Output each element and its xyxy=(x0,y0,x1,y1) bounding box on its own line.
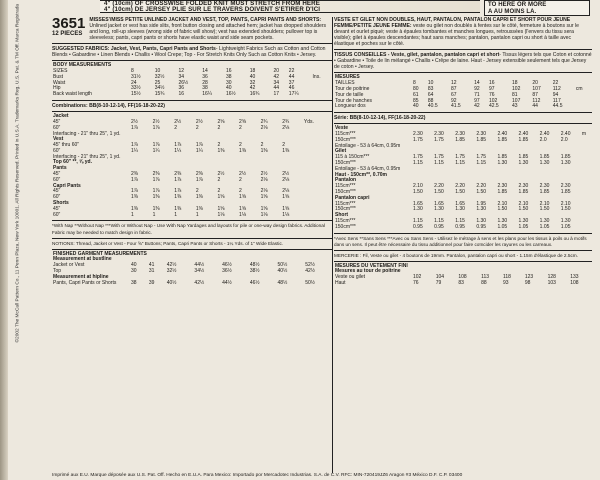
pattern-description: Unlined jacket or vest has side slits, front button closing and attached hem; jacket has dropped shoulders and long, roll-up sleeves (wrong side of fabric will show); vest has extended shoulders; pullover top is sleeveless; pants, capri pants or shorts have elastic waist and side seam pockets. xyxy=(89,23,327,42)
gilet-label: Gilet xyxy=(335,148,347,155)
veste-entoilage: Entoilage - 53 à 64cm, 0.95m xyxy=(335,142,401,149)
french-finished-table xyxy=(334,264,592,287)
pantalon-capri-label: Pantalon capri xyxy=(335,194,370,201)
capri-115-row: 115cm*** 1.65 1.65 1.65 1.95 2.10 2.10 2.10 2.10 xyxy=(335,200,571,207)
poitrine-row: Tour de poitrine 80 83 87 92 97 102 107 112 cm xyxy=(335,85,583,92)
veste-label: Veste xyxy=(335,125,349,132)
knit-stretch-bar xyxy=(100,0,480,13)
capri-label: Capri Pants xyxy=(53,182,81,189)
tissus-conseilles: TISSUS CONSEILLES - Veste, gilet, pantalon, pantalon capri et short- Tissus légers tels que Coton et cotonné • Gabardine • Toile de lin mélangé • Challis • Crêpe de laine. Haut - Jersey extensible seulement tels que Jersey de coton • Jersey. xyxy=(334,52,592,71)
section-rule xyxy=(334,250,592,251)
hip-row: Hip 33½ 34½ 36 38 40 42 44 46 xyxy=(53,85,295,92)
pantalon-150-row: 150cm*** 1.50 1.50 1.50 1.50 1.85 1.85 1.85 1.85 xyxy=(335,188,571,195)
scan-shadow xyxy=(0,0,8,480)
french-measurements-table xyxy=(334,75,592,110)
finished-measurements-table xyxy=(52,252,332,287)
french-header xyxy=(334,17,592,47)
finished-bust-heading: Measurement at bustline xyxy=(53,256,112,263)
veste-115-row: 115cm*** 2.30 2.30 2.30 2.30 2.40 2.40 2.40 2.40 m xyxy=(335,131,587,137)
body-measurements-heading: BODY MEASUREMENTS xyxy=(53,62,112,69)
veste-150-row: 150cm*** 1.75 1.75 1.85 1.85 1.85 1.85 2.0 2.0 xyxy=(335,136,568,143)
capri-45-row: 45" 1⅞ 1⅞ 1⅞ 2 2 2 2⅛ 2⅛ xyxy=(53,188,290,195)
section-rule xyxy=(52,60,332,61)
section-rule xyxy=(52,249,332,250)
section-rule xyxy=(52,43,332,44)
knit-stretch-box xyxy=(484,0,590,16)
tailles-row: TAILLES 8 10 12 14 16 18 20 22 xyxy=(335,80,559,87)
series: Série: BB(8-10-12-14), FF(16-18-20-22) xyxy=(334,115,426,122)
knit-box-line-en: TO HERE OR MORE xyxy=(488,2,547,8)
section-rule xyxy=(52,100,332,101)
vest-60-row: 60" 1¼ 1¼ 1¼ 1¼ 1⅜ 1⅜ 1⅜ 1⅜ xyxy=(53,147,290,154)
french-title: VESTE ET GILET NON DOUBLES, HAUT, PANTALON, PANTALON CAPRI ET SHORT POUR JEUNE FEMME/PETITE JEUNE FEMME: xyxy=(334,17,571,30)
knit-guide-line-en: 4" (10cm) OF CROSSWISE FOLDED KNIT MUST STRETCH FROM HERE xyxy=(104,0,320,7)
copyright-vertical-text: ©2002 The McCall Pattern Co., 11 Penn Plaza, New York 10001. All Rights Reserved. Printed in U.S.A. Trademarks Reg. U.S. Pat. & TM Off. Marca Registrada xyxy=(15,3,21,343)
yardage-table xyxy=(52,114,332,218)
finished-jacket-row: Jacket or Vest 40 41 42½ 44½ 46½ 48½ 50½ 52½ xyxy=(53,262,315,269)
sizes-row: SIZES 8 10 12 14 16 18 20 22 xyxy=(53,68,295,75)
pants-45-row: 45" 2⅜ 2⅜ 2⅜ 2⅜ 2½ 2½ 2½ 2½ xyxy=(53,171,290,178)
mesures-heading: MESURES xyxy=(335,74,360,81)
fabrics-heading: SUGGESTED FABRICS: Jacket, Vest, Pants, Capri Pants and Shorts xyxy=(52,46,216,53)
short-150-row: 150cm*** 0.95 0.95 0.95 0.95 1.05 1.05 1.05 1.05 xyxy=(335,223,571,230)
finished-top-row: Top 30 31 32½ 34½ 36½ 38½ 40½ 42½ xyxy=(53,267,315,274)
section-rule xyxy=(52,111,332,112)
french-description: veste ou gilet non doublés à fentes sur le côté, fermeture à boutons sur le devant et ourlet piqué; veste à épaules tombantes et manches longues, retroussées (l'envers du tissu sera visible); gilet à épaules descendantes; haut sans manches; pantalon, pantalon capri ou short à taille avec élastique et poches sur le côté. xyxy=(334,23,579,48)
metrage-table xyxy=(334,126,592,230)
fabrics-text: - Lightweight Fabrics Such as Cotton and Cotton Blends • Gabardine • Linen Blends • Challis • Wool Crepe; Top - For Stretch Knits Only Such as Cotton Knits • Jersey. xyxy=(52,46,326,59)
french-finished-bust-heading: Mesures au tour de poitrine xyxy=(335,268,401,275)
knit-stretch-guide xyxy=(100,0,590,14)
back-waist-row: Back waist length 15½ 15¾ 16 16¼ 16½ 16¾ 17 17¼ xyxy=(53,91,299,98)
pantalon-115-row: 115cm*** 2.10 2.20 2.20 2.20 2.30 2.30 2.30 2.30 xyxy=(335,183,571,190)
pantalon-label: Pantalon xyxy=(335,177,357,184)
knit-guide-line-fr: 4" (10cm) DE JERSEY PLIE SUR LE TRAVERS DOIVENT S'ETIRER D'ICI xyxy=(104,6,321,14)
dos-row: Longueur dos 40 40.5 41.5 42 42.5 43 44 44.5 xyxy=(335,103,563,110)
vest-45-row: 45" thru 60" 1⅞ 1⅞ 1⅞ 1⅞ 2 2 2 2 xyxy=(53,142,286,149)
footer-imprint: Imprimé aux E.U. Marque déposée aux U.S. Pat. Off. Hecho en E.U.A. Para Mexico: Importado por Mercadotec Industrias. S.A. de C.V. RFC: MIN-720419JZ6 Aragon #3 México D.F. C.P. 03400 xyxy=(52,473,463,478)
pattern-title: MISSES'/MISS PETITE UNLINED JACKET AND VEST, TOP, PANTS, CAPRI PANTS AND SHORTS: xyxy=(89,17,322,23)
vest-label: Vest xyxy=(53,136,64,143)
column-divider xyxy=(332,17,333,473)
section-rule xyxy=(334,261,592,262)
section-rule xyxy=(334,233,592,234)
gilet-115-row: 115 à 150cm*** 1.75 1.75 1.75 1.75 1.85 1.85 1.85 1.85 xyxy=(335,154,571,161)
nap-note: *With Nap **Without Nap ***With or Without Nap - Use With Nap Yardages and layouts for pile or one-way design fabrics. Additional Fabric may be needed to match design in fabric. xyxy=(52,223,325,235)
combinations: Combinations: BB(8-10-12-14), FF(16-18-20-22) xyxy=(52,103,165,110)
pants-label: Pants xyxy=(53,165,67,172)
capri-60-row: 60" 1⅜ 1⅜ 1⅜ 1⅜ 1⅝ 1⅝ 1⅝ 1⅝ xyxy=(53,194,290,201)
short-115-row: 115cm*** 1.15 1.15 1.15 1.30 1.30 1.30 1.30 1.30 xyxy=(335,217,571,224)
waist-row: Waist 24 25 26½ 28 30 32 34 37 xyxy=(53,79,295,86)
notions: NOTIONS: Thread, Jacket or Vest - Four ⅝" Buttons; Pants, Capri Pants or Shorts - 1¼ Yds. of 1" Wide Elastic. xyxy=(52,240,284,246)
fin-veste-row: Veste ou gilet 102 104 108 113 118 123 128 133 xyxy=(335,274,579,281)
jacket-60-row: 60" 1⅞ 1⅞ 2 2 2 2 2⅛ 2⅛ xyxy=(53,124,290,131)
pattern-number: 3651 xyxy=(52,15,86,32)
knit-box-line-fr: A AU MOINS LA. xyxy=(488,9,537,15)
short-label: Short xyxy=(335,212,349,219)
section-rule xyxy=(334,49,592,50)
fin-haut-row: Haut 76 79 83 88 93 98 103 108 xyxy=(335,280,579,287)
finished-pants-row: Pants, Capri Pants or Shorts 38 39 40½ 42½ 44½ 46½ 48½ 50½ xyxy=(53,279,315,286)
shorts-60-row: 60" 1 1 1 1 1⅛ 1⅛ 1⅛ 1⅛ xyxy=(53,211,290,218)
french-nap-note: *Avec Sens **Sans Sens ***Avec ou Sans Sens - Utilisez le métrage à sens et les plans pour les tissus à poils ou à motifs dans un sens. Il peut être nécessaire du tissu additionnel pour faire coïncider les rayures ou les carreaux. xyxy=(334,235,587,247)
shorts-45-row: 45" 1⅜ 1⅜ 1⅜ 1⅜ 1⅝ 1⅝ 1⅝ 1⅝ xyxy=(53,205,290,212)
mercerie: MERCERIE : Fil, Veste ou gilet - 4 boutons de 19mm. Pantalon, pantalon capri ou short - 1.15m d'élastique de 2.5cm. xyxy=(334,252,578,258)
body-measurements-table xyxy=(52,63,332,98)
haut-metrage: Haut - 150cm**, 0.70m xyxy=(335,171,387,178)
gilet-entoilage: Entoilage - 53 à 64cm, 0.95m xyxy=(335,165,401,172)
section-rule xyxy=(334,72,592,73)
suggested-fabrics xyxy=(52,46,332,58)
jacket-45-row: 45" 2½ 2½ 2½ 2½ 2⅝ 2⅝ 2¾ 2¾ Yds. xyxy=(53,118,314,125)
section-rule xyxy=(334,112,592,113)
section-rule xyxy=(334,123,592,124)
shorts-label: Shorts xyxy=(53,200,69,207)
hanches-row: Tour de hanches 85 88 92 97 102 107 112 117 xyxy=(335,97,561,104)
section-rule xyxy=(52,238,332,239)
piece-count: 12 PIECES xyxy=(52,31,83,37)
section-rule xyxy=(52,220,332,221)
jacket-label: Jacket xyxy=(53,113,69,120)
taille-row: Tour de taille 61 64 67 71 76 81 87 94 xyxy=(335,91,559,98)
bust-row: Bust 31½ 32½ 34 36 38 40 42 44 Ins. xyxy=(53,73,321,80)
english-column xyxy=(52,17,332,286)
gilet-150-row: 150cm*** 1.15 1.15 1.15 1.15 1.30 1.30 1.30 1.30 xyxy=(335,159,571,166)
jacket-interfacing: Interfacing - 21" thru 25", 1 yd. xyxy=(53,130,121,137)
pants-60-row: 60" 1⅞ 1⅞ 1⅞ 1⅞ 2 2 2⅛ 2⅛ xyxy=(53,176,290,183)
finished-hip-heading: Measurement at hipline xyxy=(53,273,109,280)
french-column xyxy=(334,17,592,287)
french-finished-heading: MESURES DU VETEMENT FINI xyxy=(335,262,408,269)
pattern-header xyxy=(52,17,332,41)
capri-150-row: 150cm*** 1.30 1.30 1.30 1.30 1.50 1.50 1.50 1.50 xyxy=(335,206,571,213)
vest-interfacing: Interfacing - 21" thru 25", 1 yd. xyxy=(53,153,121,160)
top-yardage: Top 60" **, ⅝ yd. xyxy=(53,159,92,166)
finished-heading: FINISHED GARMENT MEASUREMENTS xyxy=(53,250,147,257)
